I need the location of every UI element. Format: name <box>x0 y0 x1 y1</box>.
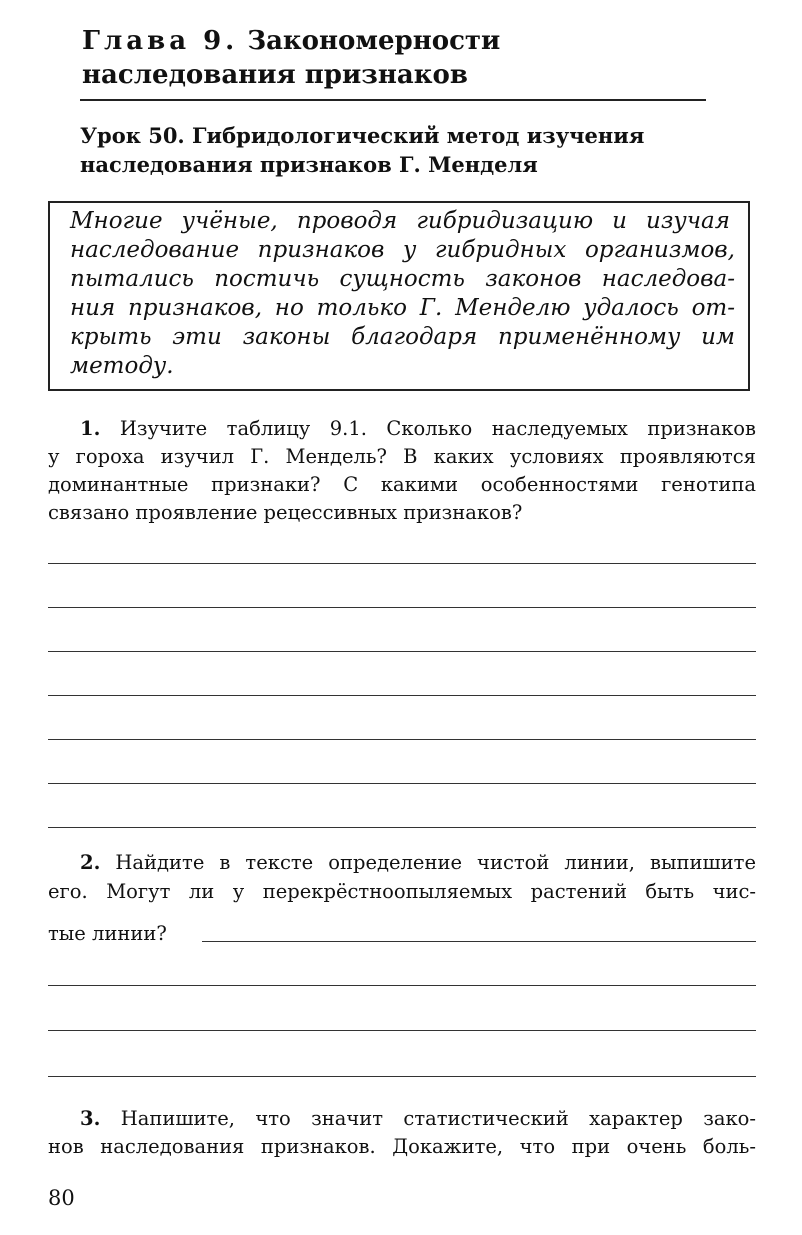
lesson-heading <box>80 121 720 179</box>
chapter-divider <box>80 99 706 101</box>
epigraph-box <box>48 201 750 391</box>
task-1-number: 1. <box>80 417 101 440</box>
chapter-label: Глава 9. <box>82 26 239 56</box>
answer-line[interactable] <box>48 563 756 564</box>
task-1-line: доминантные признаки? С какими особенностями генотипа <box>48 473 756 496</box>
page-number: 80 <box>48 1186 75 1210</box>
task-1-line: у гороха изучил Г. Мендель? В каких условиях проявляются <box>48 445 756 468</box>
lesson-title-line-1: Урок 50. Гибридологический метод изучения <box>80 123 645 148</box>
epigraph-line: методу. <box>70 353 174 379</box>
task-1-text: Изучите таблицу 9.1. Сколько наследуемых признаков <box>119 417 756 440</box>
answer-line[interactable] <box>48 695 756 696</box>
task-2-line: тые линии? <box>48 922 167 945</box>
answer-line[interactable] <box>48 1030 756 1031</box>
answer-line[interactable] <box>48 985 756 986</box>
chapter-heading <box>82 24 722 92</box>
task-2-line: его. Могут ли у перекрёстноопыляемых растений быть чис- <box>48 880 756 903</box>
answer-line[interactable] <box>48 827 756 828</box>
answer-line[interactable] <box>48 1076 756 1077</box>
task-2-number: 2. <box>80 851 101 874</box>
epigraph-line: Многие учёные, проводя гибридизацию и изучая <box>70 208 730 234</box>
epigraph-line: ния признаков, но только Г. Менделю удалось от- <box>70 295 735 321</box>
task-2-text: Найдите в тексте определение чистой линии, выпишите <box>115 851 756 874</box>
task-1-line: связано проявление рецессивных признаков? <box>48 501 523 524</box>
chapter-title: Закономерности наследования признаков <box>82 26 501 90</box>
task-3-line: нов наследования признаков. Докажите, что при очень боль- <box>48 1135 756 1158</box>
answer-line[interactable] <box>48 783 756 784</box>
epigraph-line: крыть эти законы благодаря применённому им <box>70 324 735 350</box>
task-1-line <box>80 416 756 442</box>
epigraph-line: наследование признаков у гибридных организмов, <box>70 237 735 263</box>
answer-line[interactable] <box>48 739 756 740</box>
answer-line[interactable] <box>48 607 756 608</box>
answer-line[interactable] <box>48 651 756 652</box>
task-3-text: Напишите, что значит статистический характер зако- <box>120 1107 756 1130</box>
task-3-number: 3. <box>80 1107 101 1130</box>
task-3-line <box>80 1106 756 1132</box>
lesson-title-line-2: наследования признаков Г. Менделя <box>80 152 538 177</box>
epigraph-line: пытались постичь сущность законов наследова- <box>70 266 735 292</box>
answer-line[interactable] <box>202 941 756 942</box>
task-2-line <box>80 850 756 876</box>
